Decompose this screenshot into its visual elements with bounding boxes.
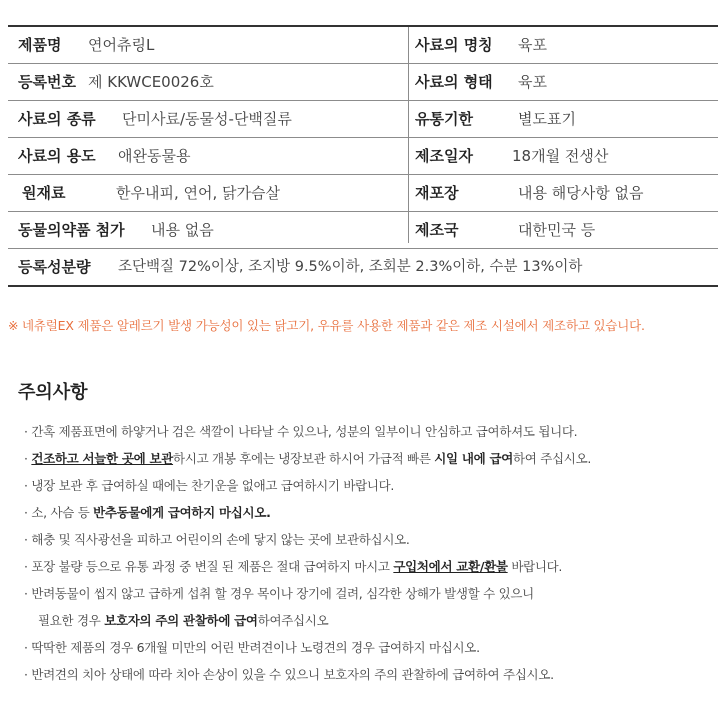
caution-line: · 해충 및 직사광선을 피하고 어린이의 손에 닿지 않는 곳에 보관하십시오.: [24, 532, 410, 547]
spec-row: [8, 212, 718, 249]
spec-label: 제품명: [18, 36, 62, 54]
spec-row: [8, 27, 718, 64]
spec-value: 단미사료/동물성-단백질류: [122, 110, 292, 128]
spec-value: 애완동물용: [118, 147, 191, 165]
spec-label: 동물의약품 첨가: [18, 221, 125, 239]
composition-value: 조단백질 72%이상, 조지방 9.5%이하, 조회분 2.3%이하, 수분 13%이하: [118, 259, 583, 275]
plain-text: 하여주십시오: [257, 613, 329, 628]
spec-label: 사료의 형태: [415, 73, 493, 91]
product-spec-table: [8, 25, 718, 287]
composition-label: 등록성분량: [18, 258, 91, 276]
bullet: ·: [24, 451, 32, 466]
emphasis-text: 반추동물에게 급여하지 마십시오.: [93, 505, 271, 520]
caution-line: [38, 611, 328, 629]
emphasis-text: 시일 내에 급여: [434, 451, 514, 466]
plain-text: 하여 주십시오.: [513, 451, 592, 466]
spec-value: 별도표기: [518, 110, 576, 128]
allergy-notice: ※ 네츄럴EX 제품은 알레르기 발생 가능성이 있는 닭고기, 우유를 사용한 제품과 같은 제조 시설에서 제조하고 있습니다.: [8, 318, 645, 333]
caution-line: [24, 557, 562, 575]
spec-label: 제조국: [415, 221, 459, 239]
spec-row: [8, 175, 718, 212]
plain-text: 바랍니다.: [507, 559, 563, 574]
caution-line: [24, 503, 271, 521]
caution-line: · 간혹 제품표면에 하얗거나 검은 색깔이 나타날 수 있으나, 성분의 일부이니 안심하고 급여하셔도 됩니다.: [24, 424, 578, 439]
plain-text: · 포장 불량 등으로 유통 과정 중 변질 된 제품은 절대 급여하지 마시고: [24, 559, 394, 574]
spec-value: 육포: [518, 36, 547, 54]
caution-title: 주의사항: [18, 382, 88, 403]
caution-line: · 딱딱한 제품의 경우 6개월 미만의 어린 반려견이나 노령견의 경우 급여하지 마십시오.: [24, 640, 480, 655]
caution-line: · 반려견의 치아 상태에 따라 치아 손상이 있을 수 있으니 보호자의 주의 관찰하에 급여하여 주십시오.: [24, 667, 554, 682]
spec-label: 재포장: [415, 184, 459, 202]
spec-row: [8, 64, 718, 101]
spec-label: 원재료: [22, 184, 66, 202]
emphasis-text: 건조하고 서늘한 곳에 보관: [31, 451, 174, 466]
spec-label: 등록번호: [18, 73, 76, 91]
spec-value: 연어츄링L: [88, 36, 155, 54]
caution-line: [24, 449, 591, 467]
plain-text: 필요한 경우: [38, 613, 105, 628]
caution-line: · 반려동물이 씹지 않고 급하게 섭취 할 경우 목이나 장기에 걸려, 심각한 상해가 발생할 수 있으니: [24, 586, 534, 601]
spec-row: [8, 101, 718, 138]
spec-label: 사료의 종류: [18, 110, 96, 128]
plain-text: · 소, 사슴 등: [24, 505, 94, 520]
spec-label: 사료의 용도: [18, 147, 96, 165]
spec-value: 육포: [518, 73, 547, 91]
spec-label: 제조일자: [415, 147, 473, 165]
composition-row: [8, 249, 718, 287]
emphasis-text: 구입처에서 교환/환불: [393, 559, 508, 574]
spec-value: 대한민국 등: [518, 221, 596, 239]
spec-label: 유통기한: [415, 110, 473, 128]
spec-value: 제 KKWCE0026호: [88, 73, 214, 91]
spec-value: 내용 없음: [151, 221, 214, 239]
spec-value: 한우내피, 연어, 닭가슴살: [116, 184, 280, 202]
spec-value: 내용 해당사항 없음: [518, 184, 644, 202]
spec-row: [8, 138, 718, 175]
emphasis-text: 보호자의 주의 관찰하에 급여: [104, 613, 258, 628]
spec-label: 사료의 명칭: [415, 36, 493, 54]
plain-text: 하시고 개봉 후에는 냉장보관 하시어 가급적 빠른: [173, 451, 435, 466]
spec-value: 18개월 전생산: [512, 147, 609, 165]
caution-line: · 냉장 보관 후 급여하실 때에는 찬기운을 없애고 급여하시기 바랍니다.: [24, 478, 395, 493]
